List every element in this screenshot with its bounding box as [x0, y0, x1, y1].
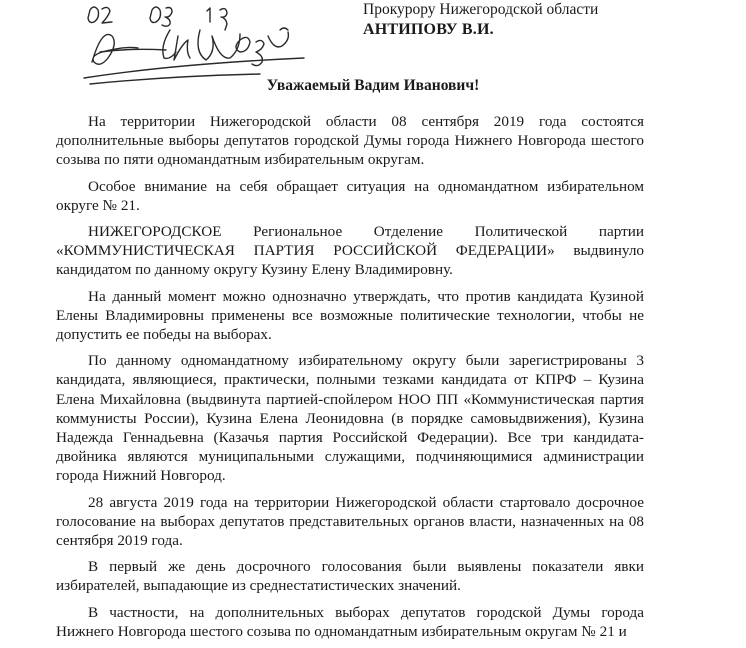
salutation: Уважаемый Вадим Иванович! [266, 77, 480, 94]
paragraph: В первый же день досрочного голосования были выявлены показатели явки избирателей, выпадающие из среднестатистических значений. [56, 558, 644, 595]
paragraph: В частности, на дополнительных выборах депутатов городской Думы города Нижнего Новгорода шестого созыва по одномандатным избирательным округам № 21 и [56, 603, 644, 640]
paragraph: Особое внимание на себя обращает ситуация на одномандатном избирательном округе № 21. [56, 177, 644, 214]
paragraph: НИЖЕГОРОДСКОЕ Региональное Отделение Политической партии «КОММУНИСТИЧЕСКАЯ ПАРТИЯ РОССИЙСКОЙ ФЕДЕРАЦИИ» выдвинуло кандидатом по данному округу Кузину Елену Владимировну. [56, 223, 644, 279]
paragraph: На данный момент можно однозначно утверждать, что против кандидата Кузиной Елены Владимировны применены все возможные политические технологии, чтобы не допустить ее победы на выборах. [56, 287, 644, 344]
paragraph: 28 августа 2019 года на территории Нижегородской области стартовало досрочное голосование на выборах депутатов представительных органов власти, назначенных на 08 сентября 2019 года. [56, 493, 644, 550]
paragraph: На территории Нижегородской области 08 сентября 2019 года состоятся дополнительные выборы депутатов городской Думы города Нижнего Новгорода шестого созыва по пяти одномандатным избирательным округам. [56, 113, 644, 169]
letter-body [56, 112, 644, 648]
recipient-name: АНТИПОВУ В.И. [363, 21, 494, 38]
addressee-block [363, 0, 598, 40]
paragraph: По данному одномандатному избирательному округу были зарегистрированы 3 кандидата, являющиеся, практически, полными тезками кандидата от КПРФ – Кузина Елена Михайловна (выдвинута партией-спойлером НОО ПП «Коммунистическая партия коммунисты России), Кузина Елена Леонидовна (в порядке самовыдвижения), Кузина Надежда Геннадьевна (Казачья партия Российской Федерации). Все три кандидата-двойника являются муниципальными служащими, подчиняющимися администрации города Нижний Новгород. [56, 352, 644, 485]
recipient-title: Прокурору Нижегородской области [363, 1, 599, 18]
